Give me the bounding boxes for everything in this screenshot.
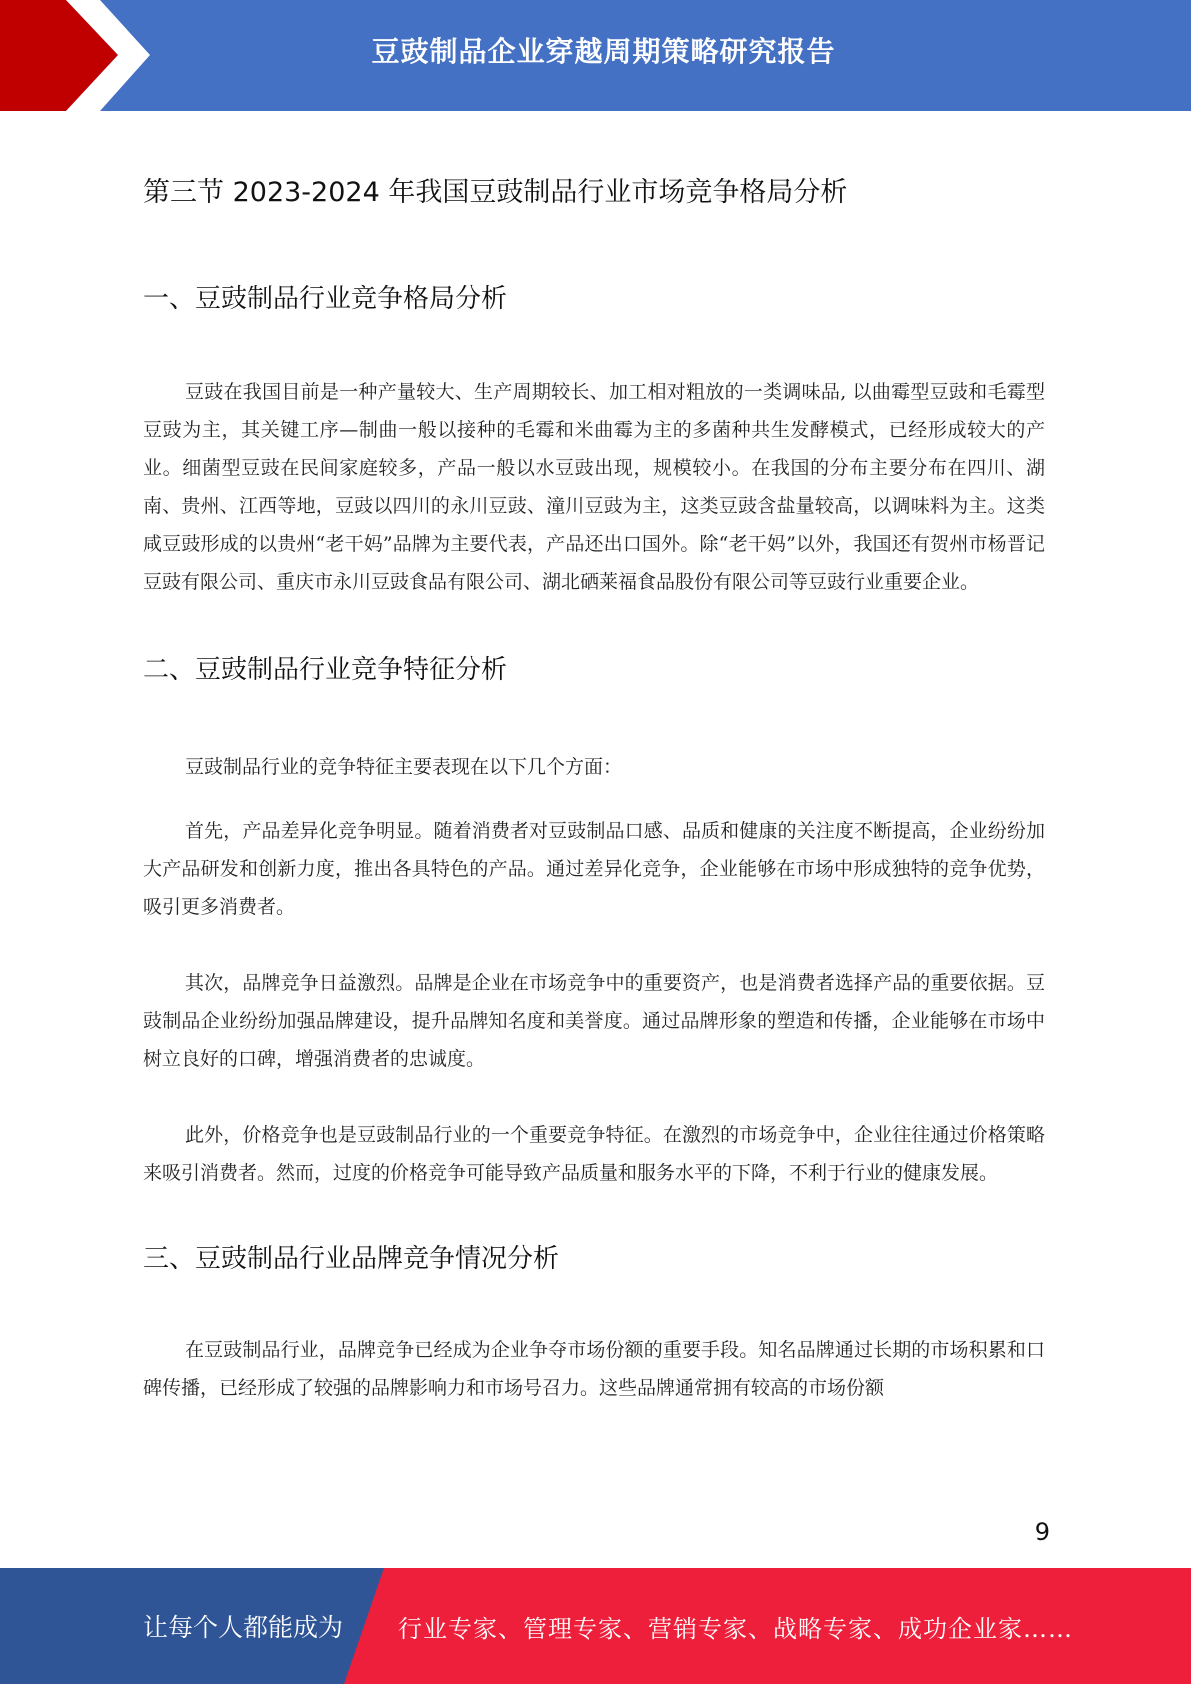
heading-competition-features: 二、豆豉制品行业竞争特征分析 — [143, 655, 508, 685]
section-title: 第三节 2023-2024 年我国豆豉制品行业市场竞争格局分析 — [143, 177, 848, 208]
heading-brand-competition: 三、豆豉制品行业品牌竞争情况分析 — [143, 1244, 560, 1274]
page-content — [143, 170, 1045, 1407]
paragraph: 豆豉制品行业的竞争特征主要表现在以下几个方面： — [185, 756, 623, 778]
paragraph: 此外，价格竞争也是豆豉制品行业的一个重要竞争特征。在激烈的市场竞争中，企业往往通过价格策略来吸引消费者。然而，过度的价格竞争可能导致产品质量和服务水平的下降，不利于行业的健康发展。 — [143, 1124, 1045, 1184]
page-number: 9 — [1034, 1518, 1050, 1546]
paragraph: 其次，品牌竞争日益激烈。品牌是企业在市场竞争中的重要资产，也是消费者选择产品的重要依据。豆豉制品企业纷纷加强品牌建设，提升品牌知名度和美誉度。通过品牌形象的塑造和传播，企业能够在市场中树立良好的口碑，增强消费者的忠诚度。 — [143, 972, 1045, 1070]
report-title: 豆豉制品企业穿越周期策略研究报告 — [371, 35, 836, 68]
heading-competition-landscape: 一、豆豉制品行业竞争格局分析 — [143, 284, 508, 314]
footer-bar — [0, 1568, 1191, 1684]
paragraph: 豆豉在我国目前是一种产量较大、生产周期较长、加工相对粗放的一类调味品, 以曲霉型豆豉和毛霉型豆豉为主，其关键工序—制曲一般以接种的毛霉和米曲霉为主的多菌种共生发酵模式，已经形成较大的产业。细菌型豆豉在民间家庭较多，产品一般以水豆豉出现，规模较小。在我国的分布主要分布在四川、湖南、贵州、江西等地，豆豉以四川的永川豆豉、潼川豆豉为主，这类豆豉含盐量较高，以调味料为主。这类咸豆豉形成的以贵州“老干妈”品牌为主要代表，产品还出口国外。除“老干妈”以外，我国还有贺州市杨晋记豆豉有限公司、重庆市永川豆豉食品有限公司、湖北硒莱福食品股份有限公司等豆豉行业重要企业。 — [143, 381, 1045, 593]
paragraph: 在豆豉制品行业，品牌竞争已经成为企业争夺市场份额的重要手段。知名品牌通过长期的市场积累和口碑传播，已经形成了较强的品牌影响力和市场号召力。这些品牌通常拥有较高的市场份额 — [143, 1339, 1045, 1399]
header-bar — [0, 0, 1191, 111]
footer-slogan-left: 让每个人都能成为 — [143, 1613, 344, 1642]
paragraph: 首先，产品差异化竞争明显。随着消费者对豆豉制品口感、品质和健康的关注度不断提高，企业纷纷加大产品研发和创新力度，推出各具特色的产品。通过差异化竞争，企业能够在市场中形成独特的竞争优势，吸引更多消费者。 — [143, 820, 1045, 918]
footer-slogan-right: 行业专家、管理专家、营销专家、战略专家、成功企业家…… — [398, 1614, 1073, 1643]
